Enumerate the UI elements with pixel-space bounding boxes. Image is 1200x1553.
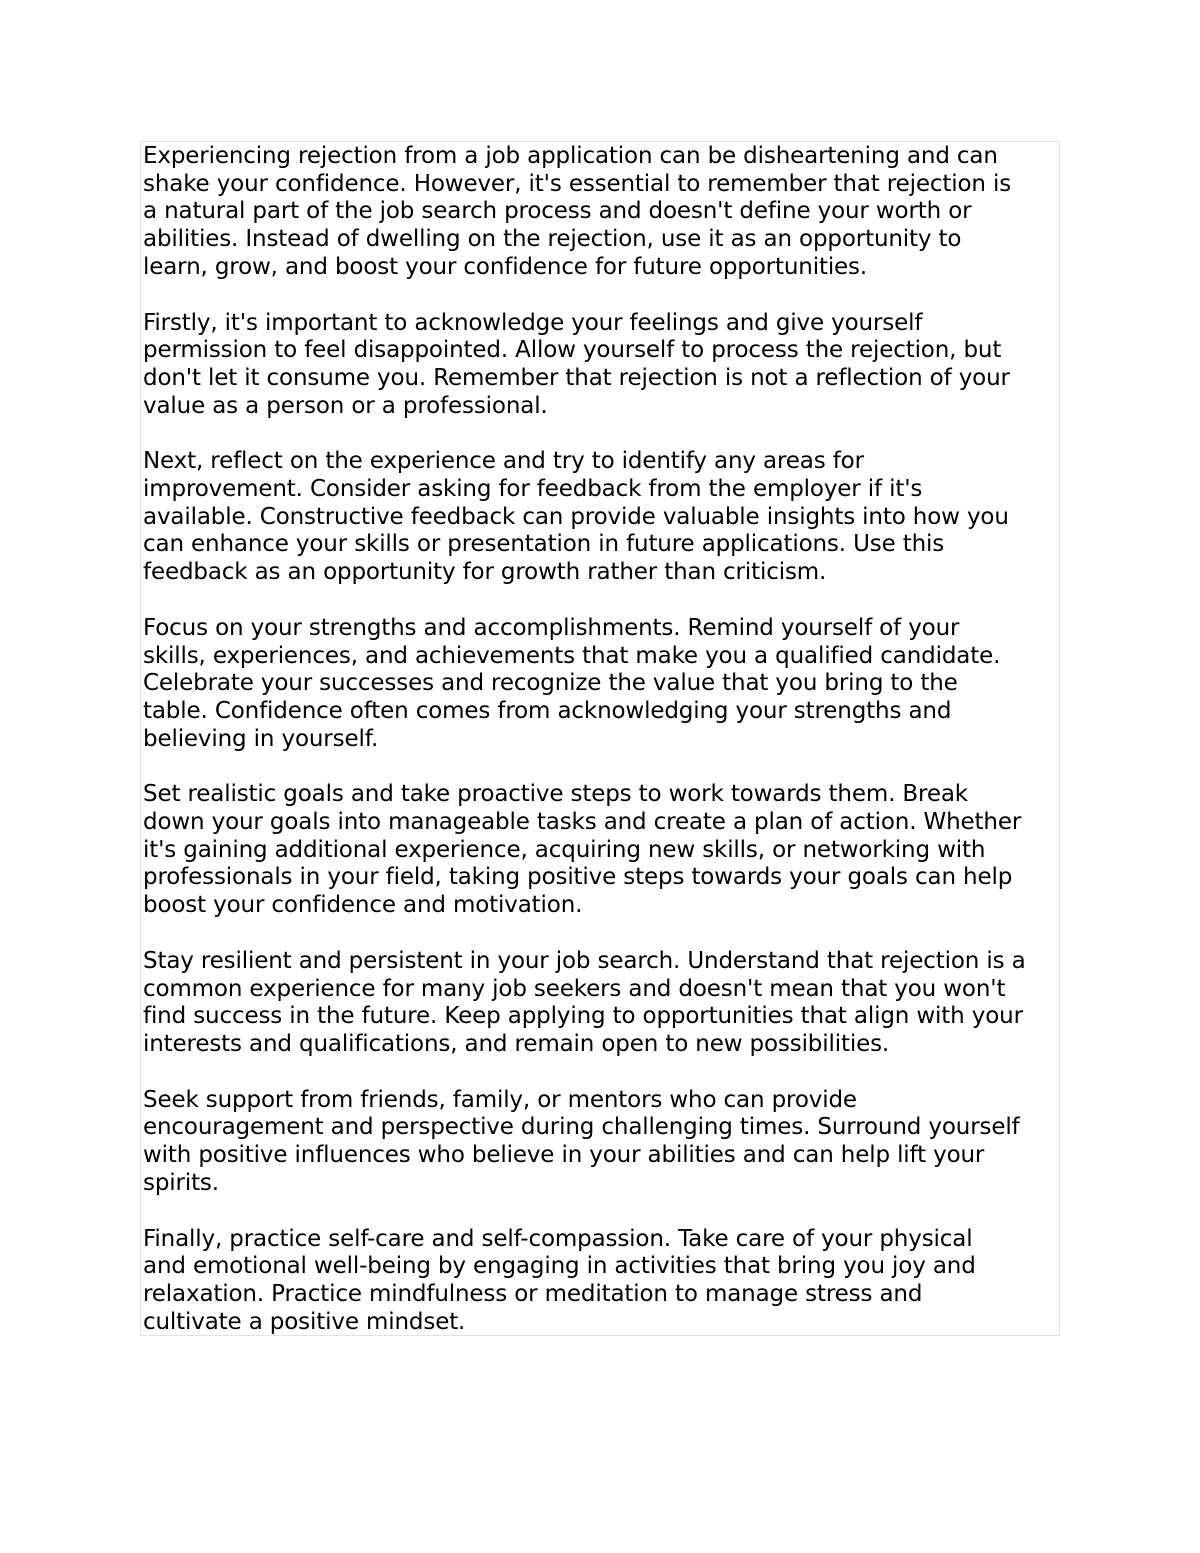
- text-line: don't let it consume you. Remember that rejection is not a reflection of your: [143, 364, 1010, 391]
- text-line: improvement. Consider asking for feedback from the employer if it's: [143, 476, 923, 503]
- text-line: Firstly, it's important to acknowledge your feelings and give yourself: [143, 309, 923, 336]
- paragraph-4: [143, 615, 1059, 754]
- document-text-box: [140, 141, 1060, 1336]
- text-line: Experiencing rejection from a job application can be disheartening and can: [143, 143, 998, 169]
- text-line: learn, grow, and boost your confidence for future opportunities.: [143, 253, 868, 280]
- text-line: and emotional well-being by engaging in activities that bring you joy and: [143, 1253, 976, 1280]
- text-line: Stay resilient and persistent in your job search. Understand that rejection is a: [143, 947, 1026, 974]
- paragraph-1: [143, 143, 1059, 282]
- paragraph-3: [143, 448, 1059, 587]
- text-line: relaxation. Practice mindfulness or meditation to manage stress and: [143, 1280, 923, 1307]
- text-line: it's gaining additional experience, acquiring new skills, or networking with: [143, 836, 986, 863]
- text-line: common experience for many job seekers and doesn't mean that you won't: [143, 975, 1006, 1002]
- text-line: boost your confidence and motivation.: [143, 892, 583, 919]
- text-line: Focus on your strengths and accomplishments. Remind yourself of your: [143, 614, 960, 641]
- paragraph-8: [143, 1226, 1059, 1337]
- text-line: shake your confidence. However, it's essential to remember that rejection is: [143, 170, 1012, 197]
- text-line: feedback as an opportunity for growth rather than criticism.: [143, 559, 827, 586]
- text-line: believing in yourself.: [143, 725, 379, 752]
- text-line: professionals in your field, taking positive steps towards your goals can help: [143, 864, 1013, 891]
- text-line: abilities. Instead of dwelling on the rejection, use it as an opportunity to: [143, 226, 962, 253]
- text-line: skills, experiences, and achievements that make you a qualified candidate.: [143, 642, 1001, 669]
- paragraph-5: [143, 781, 1059, 920]
- text-line: interests and qualifications, and remain open to new possibilities.: [143, 1030, 890, 1057]
- text-line: Seek support from friends, family, or mentors who can provide: [143, 1086, 857, 1113]
- paragraph-6: [143, 948, 1059, 1059]
- text-line: Finally, practice self-care and self-compassion. Take care of your physical: [143, 1225, 973, 1252]
- text-line: table. Confidence often comes from acknowledging your strengths and: [143, 697, 952, 724]
- text-line: can enhance your skills or presentation in future applications. Use this: [143, 531, 945, 558]
- text-line: Next, reflect on the experience and try to identify any areas for: [143, 448, 864, 475]
- text-line: cultivate a positive mindset.: [143, 1308, 466, 1335]
- paragraph-2: [143, 310, 1059, 421]
- text-line: a natural part of the job search process and doesn't define your worth or: [143, 198, 972, 225]
- text-line: Celebrate your successes and recognize the value that you bring to the: [143, 670, 958, 697]
- paragraph-7: [143, 1087, 1059, 1198]
- text-line: permission to feel disappointed. Allow yourself to process the rejection, but: [143, 337, 1002, 364]
- text-line: find success in the future. Keep applying to opportunities that align with your: [143, 1003, 1023, 1030]
- text-line: available. Constructive feedback can provide valuable insights into how you: [143, 503, 1009, 530]
- text-line: Set realistic goals and take proactive steps to work towards them. Break: [143, 781, 968, 808]
- text-line: value as a person or a professional.: [143, 392, 548, 419]
- text-line: with positive influences who believe in your abilities and can help lift your: [143, 1142, 985, 1169]
- text-line: down your goals into manageable tasks and create a plan of action. Whether: [143, 809, 1022, 836]
- text-line: spirits.: [143, 1169, 219, 1196]
- text-line: encouragement and perspective during challenging times. Surround yourself: [143, 1114, 1020, 1141]
